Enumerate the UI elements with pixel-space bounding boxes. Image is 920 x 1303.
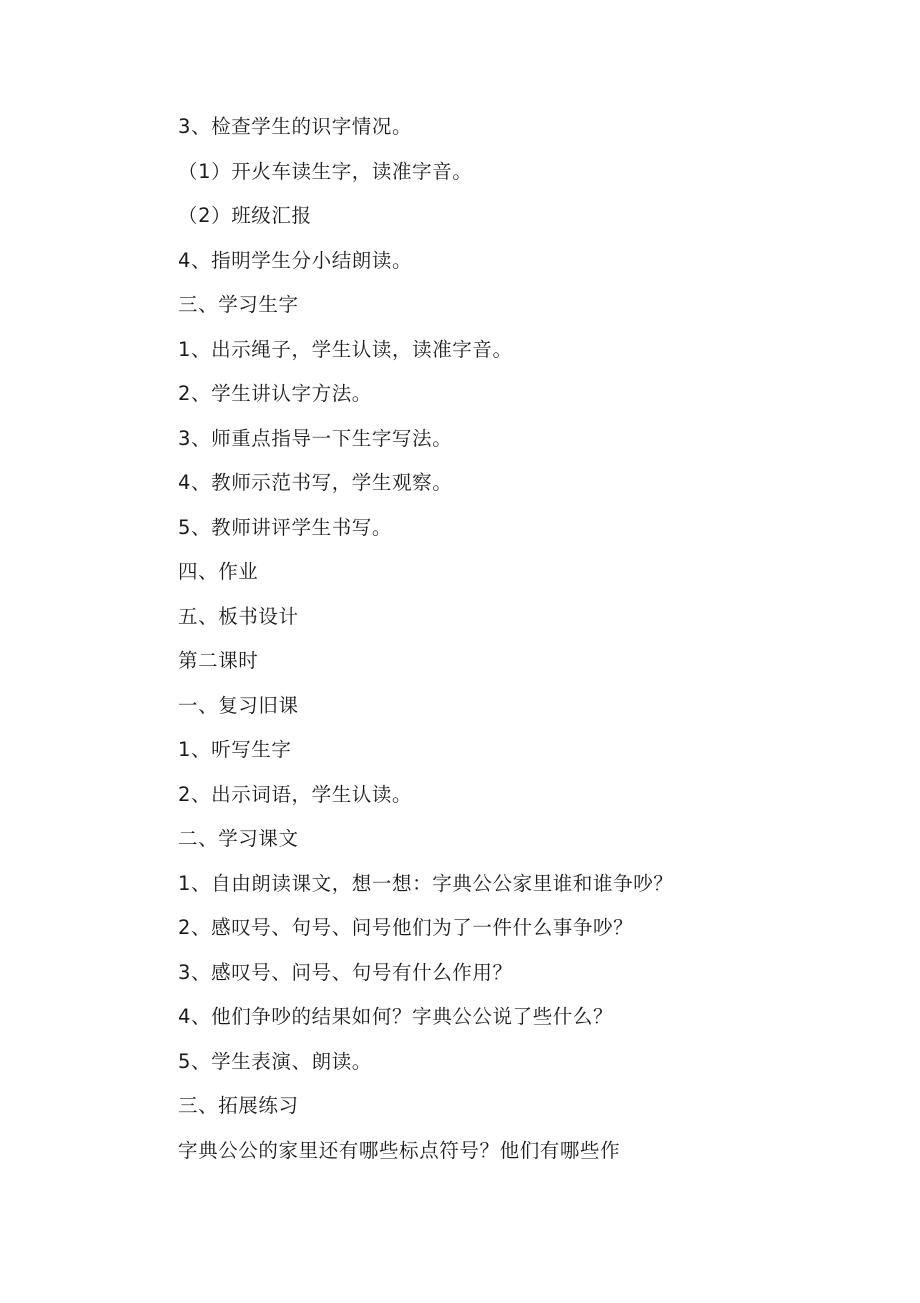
text-line: 5、教师讲评学生书写。 (178, 515, 393, 539)
text-line: 1、自由朗读课文，想一想：字典公公家里谁和谁争吵？ (178, 871, 674, 895)
section-heading: 五、板书设计 (178, 604, 299, 628)
text-line: 1、出示绳子，学生认读，读准字音。 (178, 337, 513, 361)
text-line: 4、教师示范书写，学生观察。 (178, 471, 453, 494)
text-line: 2、感叹号、句号、问号他们为了一件什么事争吵？ (178, 916, 634, 939)
section-heading: 三、拓展练习 (178, 1094, 299, 1117)
text-line: 1、听写生字 (178, 738, 292, 761)
section-heading: 四、作业 (178, 560, 259, 583)
text-line: 5、学生表演、朗读。 (178, 1049, 372, 1073)
text-line: 3、检查学生的识字情况。 (178, 115, 413, 138)
text-line: 字典公公的家里还有哪些标点符号？他们有哪些作 (178, 1138, 621, 1162)
text-line: （2）班级汇报 (178, 204, 312, 227)
text-line: 2、学生讲认字方法。 (178, 382, 372, 405)
text-line: 3、感叹号、问号、句号有什么作用？ (178, 960, 513, 984)
section-heading: 一、复习旧课 (178, 693, 299, 717)
section-heading: 二、学习课文 (178, 827, 299, 850)
text-line: 2、出示词语，学生认读。 (178, 782, 413, 806)
lesson-heading: 第二课时 (178, 649, 259, 672)
text-line: 4、指明学生分小结朗读。 (178, 248, 413, 272)
text-line: 4、他们争吵的结果如何？字典公公说了些什么？ (178, 1005, 614, 1028)
text-line: 3、师重点指导一下生字写法。 (178, 426, 453, 450)
document-body (178, 112, 878, 1180)
text-line: （1）开火车读生字，读准字音。 (178, 159, 473, 183)
section-heading: 三、学习生字 (178, 293, 299, 316)
